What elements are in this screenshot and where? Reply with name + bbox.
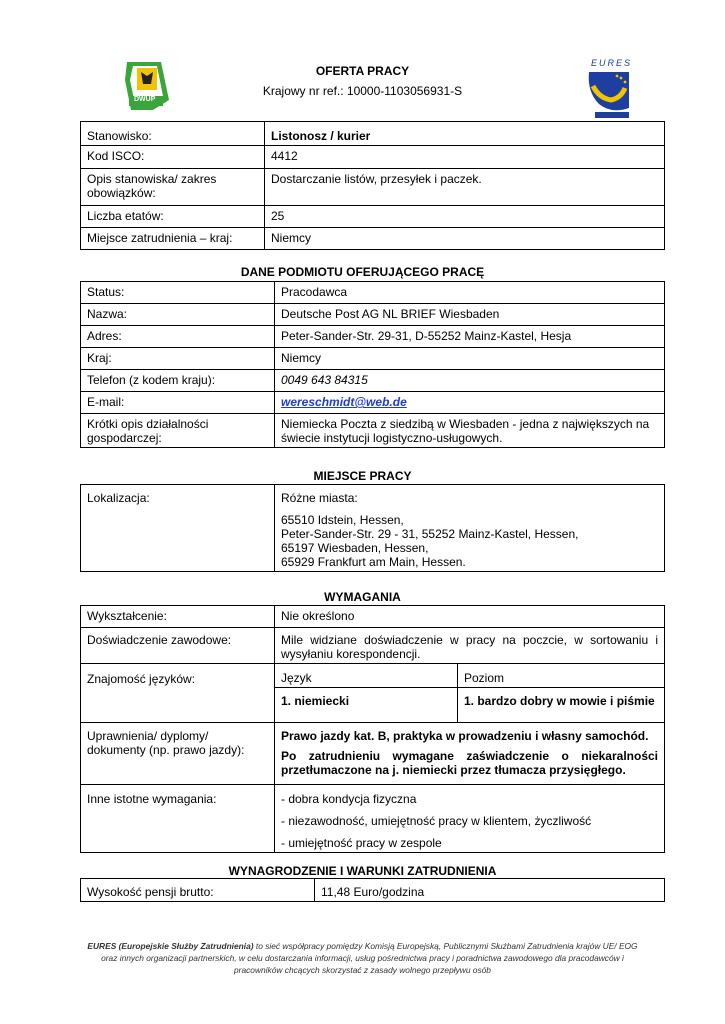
job-value: Dostarczanie listów, przesyłek i paczek. xyxy=(265,169,665,206)
table-row xyxy=(81,304,665,326)
permits-value xyxy=(275,723,665,785)
table-row xyxy=(81,664,665,688)
workplace-heading: MIEJSCE PRACY xyxy=(313,469,412,483)
footer-line: pracowników chcących skorzystać z zasady wolnego przepływu osób xyxy=(234,965,491,975)
email-link[interactable]: wereschmidt@web.de xyxy=(281,395,407,409)
table-row xyxy=(81,370,665,392)
table-row xyxy=(81,414,665,448)
footer-note xyxy=(80,940,645,976)
other-item: - umiejętność pracy w zespole xyxy=(281,836,442,850)
employer-table xyxy=(80,281,665,448)
experience-label: Doświadczenie zawodowe: xyxy=(81,628,275,664)
table-row xyxy=(81,228,665,250)
other-item: - niezawodność, umiejętność pracy w klientem, życzliwość xyxy=(281,814,592,828)
dwup-logo-text: DWUP xyxy=(134,96,156,103)
employer-value: Peter-Sander-Str. 29-31, D-55252 Mainz-Kastel, Hesja xyxy=(275,326,665,348)
permits-line: Po zatrudnieniu wymagane zaświadczenie o niekaralności przetłumaczone na j. niemiecki przez tłumacza przysięgłego. xyxy=(281,749,658,777)
table-row xyxy=(81,326,665,348)
table-row xyxy=(81,348,665,370)
employer-label: Adres: xyxy=(81,326,275,348)
workplace-line: Peter-Sander-Str. 29 - 31, 55252 Mainz-Kastel, Hessen, xyxy=(281,527,579,541)
education-value: Nie określono xyxy=(275,606,665,628)
table-row xyxy=(81,146,665,169)
job-label: Stanowisko: xyxy=(81,122,265,146)
level-col-header: Poziom xyxy=(458,664,665,688)
employer-email-cell xyxy=(275,392,665,414)
requirements-table xyxy=(80,605,665,853)
table-row xyxy=(81,169,665,206)
salary-value: 11,48 Euro/godzina xyxy=(315,879,665,902)
salary-label: Wysokość pensji brutto: xyxy=(81,879,315,902)
reference-number: Krajowy nr ref.: 10000-1103056931-S xyxy=(262,84,463,98)
job-value: Listonosz / kurier xyxy=(265,122,665,146)
employer-label: Krótki opis działalności gospodarczej: xyxy=(81,414,275,448)
workplace-value xyxy=(275,485,665,572)
employer-label: Status: xyxy=(81,282,275,304)
workplace-intro: Różne miasta: xyxy=(281,491,358,505)
employer-value: Pracodawca xyxy=(275,282,665,304)
employer-phone: 0049 643 84315 xyxy=(275,370,665,392)
employer-label: Telefon (z kodem kraju): xyxy=(81,370,275,392)
employer-heading: DANE PODMIOTU OFERUJĄCEGO PRACĘ xyxy=(240,265,485,279)
education-label: Wykształcenie: xyxy=(81,606,275,628)
permits-line: Prawo jazdy kat. B, praktyka w prowadzeniu i własny samochód. xyxy=(281,729,649,743)
footer-line: to sieć współpracy pomiędzy Komisją Europejską, Publicznymi Służbami Zatrudnienia krajów UE/ EOG xyxy=(253,941,638,951)
other-item: - dobra kondycja fizyczna xyxy=(281,792,417,806)
requirements-heading: WYMAGANIA xyxy=(324,590,401,604)
job-label: Opis stanowiska/ zakres obowiązków: xyxy=(81,169,265,206)
job-label: Miejsce zatrudnienia – kraj: xyxy=(81,228,265,250)
table-row xyxy=(81,282,665,304)
employer-value: Niemcy xyxy=(275,348,665,370)
job-label: Kod ISCO: xyxy=(81,146,265,169)
table-row xyxy=(81,879,665,902)
table-row xyxy=(81,785,665,853)
language-value: 1. niemiecki xyxy=(275,688,458,723)
table-row xyxy=(81,392,665,414)
eures-logo-text: EURES xyxy=(591,58,633,68)
employer-label: Kraj: xyxy=(81,348,275,370)
level-value: 1. bardzo dobry w mowie i piśmie xyxy=(458,688,665,723)
languages-label: Znajomość języków: xyxy=(81,664,275,723)
table-row xyxy=(81,122,665,146)
job-value: Niemcy xyxy=(265,228,665,250)
salary-table xyxy=(80,878,665,902)
footer-line: oraz innych organizacji partnerskich, w celu dostarczania informacji, usług pośrednictwa pracy i poradnictwa zawodowego dla pracodawców i xyxy=(101,953,624,963)
employer-value: Deutsche Post AG NL BRIEF Wiesbaden xyxy=(275,304,665,326)
table-row xyxy=(81,723,665,785)
employer-value: Niemiecka Poczta z siedzibą w Wiesbaden - jedna z największych na świecie instytucji logistyczno-usługowych. xyxy=(275,414,665,448)
employer-label: E-mail: xyxy=(81,392,275,414)
table-row xyxy=(81,206,665,228)
workplace-line: 65197 Wiesbaden, Hessen, xyxy=(281,541,429,555)
other-label: Inne istotne wymagania: xyxy=(81,785,275,853)
job-value: 4412 xyxy=(265,146,665,169)
workplace-line: 65929 Frankfurt am Main, Hessen. xyxy=(281,555,466,569)
workplace-line: 65510 Idstein, Hessen, xyxy=(281,513,404,527)
permits-label: Uprawnienia/ dyplomy/ dokumenty (np. prawo jazdy): xyxy=(81,723,275,785)
workplace-label: Lokalizacja: xyxy=(81,485,275,572)
job-value: 25 xyxy=(265,206,665,228)
eures-logo xyxy=(585,58,635,122)
employer-label: Nazwa: xyxy=(81,304,275,326)
salary-heading: WYNAGRODZENIE I WARUNKI ZATRUDNIENIA xyxy=(228,864,497,878)
table-row xyxy=(81,606,665,628)
job-label: Liczba etatów: xyxy=(81,206,265,228)
table-row xyxy=(81,485,665,572)
workplace-table xyxy=(80,484,665,572)
footer-eures: EURES (Europejskie Służby Zatrudnienia) xyxy=(87,941,254,951)
experience-value: Mile widziane doświadczenie w pracy na poczcie, w sortowaniu i wysyłaniu korespondencji. xyxy=(275,628,665,664)
page-title: OFERTA PRACY xyxy=(315,64,410,78)
language-col-header: Język xyxy=(275,664,458,688)
other-value xyxy=(275,785,665,853)
table-row xyxy=(81,628,665,664)
job-table xyxy=(80,121,665,250)
